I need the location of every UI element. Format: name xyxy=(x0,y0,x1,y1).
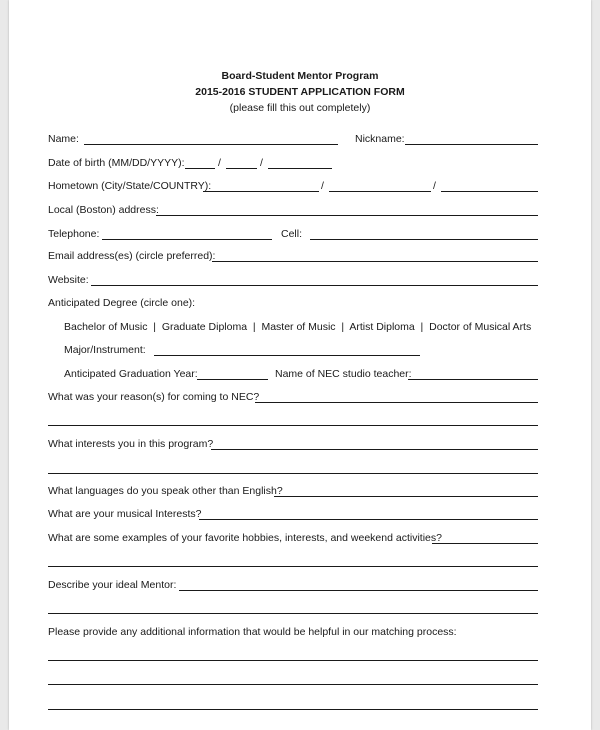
nickname-label: Nickname: xyxy=(355,133,405,145)
dob-slash: / xyxy=(218,157,221,169)
name-field[interactable] xyxy=(84,144,338,145)
studio-teacher-field[interactable] xyxy=(408,379,538,380)
hobbies-label: What are some examples of your favorite hobbies, interests, and weekend activities? xyxy=(48,532,442,544)
website-label: Website: xyxy=(48,274,89,286)
dob-slash: / xyxy=(260,157,263,169)
graduation-year-field[interactable] xyxy=(197,379,268,380)
email-field[interactable] xyxy=(212,261,538,262)
website-field[interactable] xyxy=(91,285,538,286)
degree-options[interactable]: Bachelor of Music | Graduate Diploma | Master of Music | Artist Diploma | Doctor of Musical Arts xyxy=(64,321,532,333)
additional-info-line[interactable] xyxy=(48,684,538,685)
musical-interests-field[interactable] xyxy=(199,519,538,520)
hobbies-field[interactable] xyxy=(432,543,538,544)
telephone-label: Telephone: xyxy=(48,228,100,240)
languages-field[interactable] xyxy=(274,496,538,497)
reasons-extra-line[interactable] xyxy=(48,425,538,426)
graduation-year-label: Anticipated Graduation Year: xyxy=(64,368,198,380)
musical-interests-label: What are your musical Interests? xyxy=(48,508,202,520)
additional-info-line[interactable] xyxy=(48,660,538,661)
hometown-slash: / xyxy=(433,180,436,192)
nickname-field[interactable] xyxy=(405,144,538,145)
dob-year-field[interactable] xyxy=(268,168,332,169)
dob-month-field[interactable] xyxy=(185,168,215,169)
program-title: Board-Student Mentor Program xyxy=(221,70,379,82)
form-title: 2015-2016 STUDENT APPLICATION FORM xyxy=(195,86,405,98)
ideal-mentor-extra-line[interactable] xyxy=(48,613,538,614)
major-label: Major/Instrument: xyxy=(64,344,146,356)
cell-field[interactable] xyxy=(310,239,538,240)
additional-info-line[interactable] xyxy=(48,709,538,710)
major-field[interactable] xyxy=(154,355,420,356)
interests-field[interactable] xyxy=(211,449,538,450)
hometown-country-field[interactable] xyxy=(441,191,538,192)
interests-extra-line[interactable] xyxy=(48,473,538,474)
email-label: Email address(es) (circle preferred): xyxy=(48,250,216,262)
reasons-field[interactable] xyxy=(255,402,538,403)
hometown-slash: / xyxy=(321,180,324,192)
reasons-label: What was your reason(s) for coming to NEC? xyxy=(48,391,260,403)
additional-info-label: Please provide any additional information that would be helpful in our matching process: xyxy=(48,626,457,638)
languages-label: What languages do you speak other than English? xyxy=(48,485,283,497)
hometown-city-field[interactable] xyxy=(203,191,319,192)
form-instruction: (please fill this out completely) xyxy=(229,102,371,114)
name-label: Name: xyxy=(48,133,79,145)
hometown-label: Hometown (City/State/COUNTRY): xyxy=(48,180,212,192)
local-address-label: Local (Boston) address: xyxy=(48,204,159,216)
local-address-field[interactable] xyxy=(156,215,538,216)
degree-label: Anticipated Degree (circle one): xyxy=(48,297,196,309)
interests-label: What interests you in this program? xyxy=(48,438,214,450)
studio-teacher-label: Name of NEC studio teacher: xyxy=(275,368,412,380)
form-page xyxy=(9,0,591,730)
dob-day-field[interactable] xyxy=(226,168,257,169)
telephone-field[interactable] xyxy=(102,239,272,240)
hometown-state-field[interactable] xyxy=(329,191,431,192)
cell-label: Cell: xyxy=(281,228,303,240)
ideal-mentor-label: Describe your ideal Mentor: xyxy=(48,579,177,591)
hobbies-extra-line[interactable] xyxy=(48,566,538,567)
dob-label: Date of birth (MM/DD/YYYY): xyxy=(48,157,185,169)
ideal-mentor-field[interactable] xyxy=(179,590,538,591)
